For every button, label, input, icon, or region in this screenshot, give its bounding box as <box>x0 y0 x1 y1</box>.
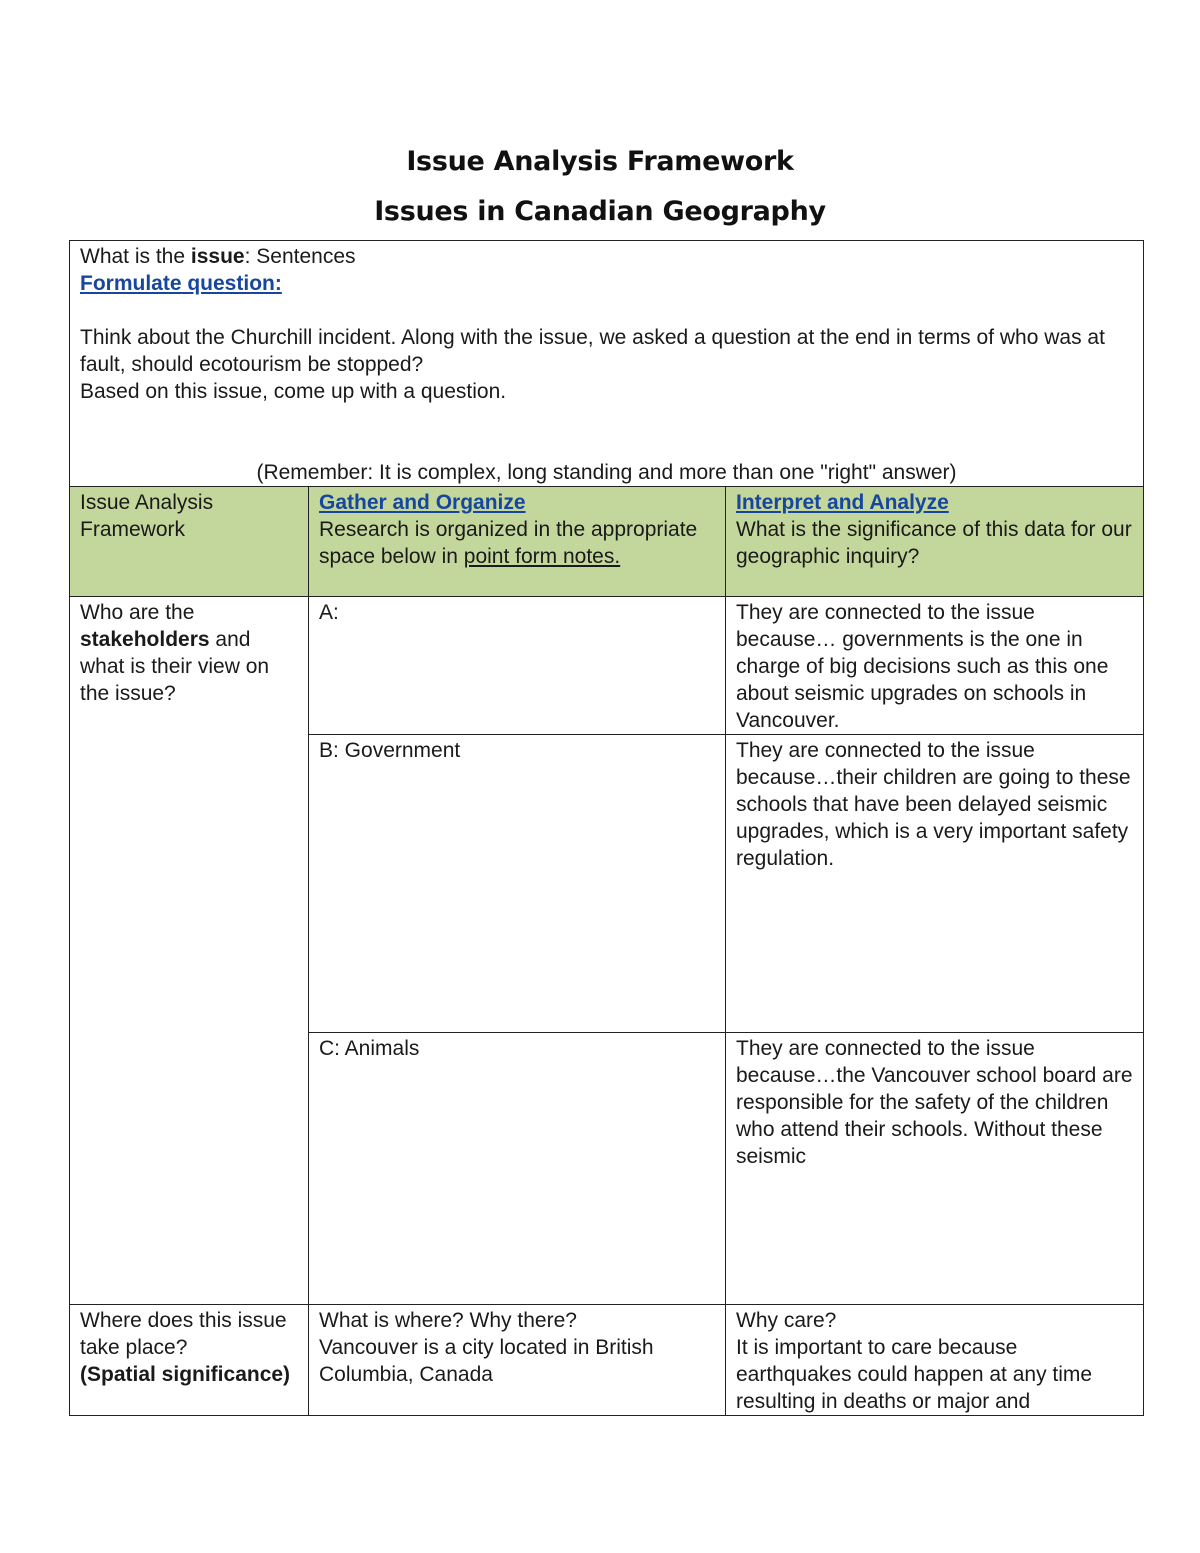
formulate-question-heading: Formulate question: <box>80 272 282 295</box>
location-row <box>70 1305 1144 1416</box>
stakeholder-row-a <box>70 597 1144 735</box>
stakeholder-analysis: They are connected to the issue because…their children are going to these schools that have been delayed seismic upgrades, which is a very important safety regulation. <box>726 735 1144 1033</box>
issue-row <box>70 241 1144 487</box>
header-interpret-cell: Interpret and Analyze What is the significance of this data for our geographic inquiry? <box>726 487 1144 597</box>
stakeholder-label: B: Government <box>309 735 726 1033</box>
framework-header-row <box>70 487 1144 597</box>
interpret-analyze-heading: Interpret and Analyze <box>736 491 949 514</box>
location-question-cell: Where does this issue take place? (Spatial significance) <box>70 1305 309 1416</box>
instruction-text: Think about the Churchill incident. Along with the issue, we asked a question at the end in terms of who was at fault, should ecotourism be stopped? <box>80 326 1105 376</box>
stakeholders-question-cell: Who are the stakeholders and what is their view on the issue? <box>70 597 309 1305</box>
stakeholder-analysis: They are connected to the issue because…the Vancouver school board are responsible for the safety of the children who attend their schools. Without these seismic <box>726 1033 1144 1305</box>
gather-organize-heading: Gather and Organize <box>319 491 526 514</box>
document-title: Issue Analysis Framework <box>406 146 794 177</box>
location-analyze-cell: Why care? It is important to care because earthquakes could happen at any time resulting in deaths or major and <box>726 1305 1144 1416</box>
stakeholder-label: A: <box>309 597 726 735</box>
header-framework-cell: Issue Analysis Framework <box>70 487 309 597</box>
header-gather-cell: Gather and Organize Research is organized in the appropriate space below in point form notes. <box>309 487 726 597</box>
stakeholder-analysis: They are connected to the issue because… governments is the one in charge of big decisions such as this one about seismic upgrades on schools in Vancouver. <box>726 597 1144 735</box>
reminder-text: (Remember: It is complex, long standing and more than one "right" answer) <box>256 461 957 484</box>
stakeholder-label: C: Animals <box>309 1033 726 1305</box>
document-subtitle: Issues in Canadian Geography <box>374 196 826 227</box>
issue-analysis-table <box>69 240 1144 1416</box>
location-gather-cell: What is where? Why there? Vancouver is a city located in British Columbia, Canada <box>309 1305 726 1416</box>
issue-label: What is the issue: Sentences <box>80 245 356 268</box>
issue-cell <box>70 241 1144 487</box>
instruction-text-2: Based on this issue, come up with a question. <box>80 380 507 403</box>
